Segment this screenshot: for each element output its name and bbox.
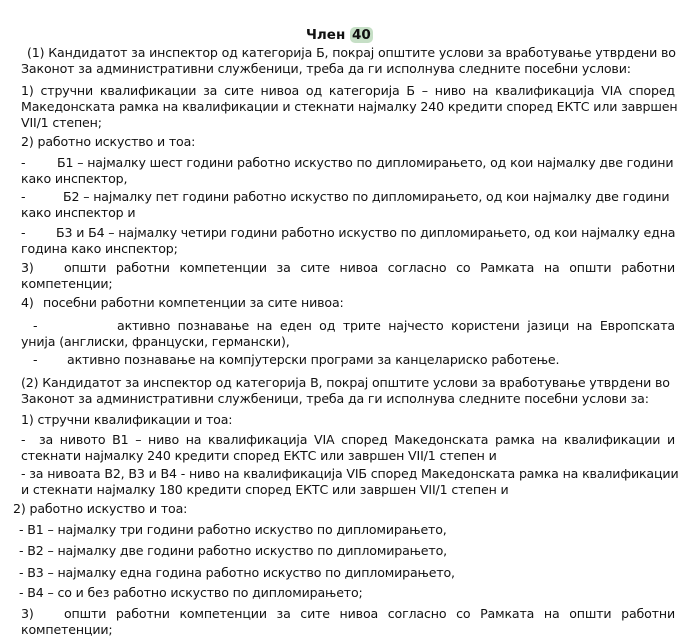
para1-qualifications-line3: VII/1 степен;: [21, 115, 102, 130]
v1-dash: -: [21, 432, 26, 447]
article-label: Член: [306, 27, 346, 43]
para1-special-number: 4): [21, 295, 34, 310]
language-line1: [117, 318, 675, 334]
article-number-highlight: 40: [351, 27, 371, 43]
v2-line2: и стекнати најмалку 180 кредити според ЕКТС или завршен VII/1 степен и: [21, 482, 509, 497]
para1-intro-line1: (1) Кандидатот за инспектор од категорија Б, покрај општите услови за вработување утврдени во: [27, 45, 676, 60]
para2-experience-heading: 2) работно искуство и тоа:: [13, 501, 188, 516]
b1-dash: -: [21, 155, 26, 170]
para1-general-number: 3): [21, 260, 34, 275]
b3-line1: Б3 и Б4 – најмалку четири години работно искуство по дипломирањето, од кои најмалку една: [56, 225, 676, 240]
text: активно познавање на еден од трите најчесто користени јазици на Европската: [117, 318, 675, 333]
para1-general-line2: компетенции;: [21, 276, 113, 291]
text: општи работни компетенции за сите нивоа согласно со Рамката на општи работни: [64, 606, 675, 621]
para2-general-number: 3): [21, 606, 34, 621]
text: општи работни компетенции за сите нивоа согласно со Рамката на општи работни: [64, 260, 675, 275]
para1-qualifications-line2: Македонската рамка на квалификации и стекнати најмалку 240 кредити според ЕКТС или завршен: [21, 99, 678, 114]
v-experience-item-4: - В4 – со и без работно искуство по дипломирањето;: [19, 585, 363, 600]
para1-experience-heading: 2) работно искуство и тоа:: [21, 134, 196, 149]
v2-line1: - за нивоата В2, В3 и В4 - ниво на квалификација VIБ според Македонската рамка на квалификации: [21, 466, 679, 481]
v-experience-item-1: - В1 – најмалку три години работно искуство по дипломирањето,: [19, 522, 447, 537]
b2-dash: -: [21, 189, 26, 204]
b3-dash: -: [21, 225, 26, 240]
b1-line2: како инспектор,: [21, 171, 128, 186]
computer-line1: активно познавање на компјутерски програми за канцелариско работење.: [67, 352, 560, 367]
language-dash: -: [33, 318, 38, 333]
para2-general-line1: [64, 606, 675, 622]
v1-line2: стекнати најмалку 240 кредити според ЕКТС или завршен VII/1 степен и: [21, 448, 497, 463]
article-heading: [306, 26, 373, 44]
v-experience-item-2: - В2 – најмалку две години работно искуство по дипломирањето,: [19, 543, 447, 558]
para1-intro-line2: Законот за административни службеници, треба да ги исполнува следните посебни услови:: [21, 61, 631, 76]
para2-qualifications-heading: 1) стручни квалификации и тоа:: [21, 412, 233, 427]
para2-general-line2: компетенции;: [21, 622, 113, 637]
para1-general-line1: [64, 260, 675, 276]
text: за нивото В1 – ниво на квалификација VIA според Македонската рамка на квалификации и: [39, 432, 675, 447]
para1-special-heading: посебни работни компетенции за сите нивоа:: [43, 295, 344, 310]
v1-line1: [39, 432, 675, 448]
para2-intro-line2: Законот за административни службеници, треба да ги исполнува следните посебни услови за:: [21, 391, 649, 406]
b2-line1: Б2 – најмалку пет години работно искуство по дипломирањето, од кои најмалку две години: [63, 189, 670, 204]
language-line2: унија (англиски, француски, германски),: [21, 334, 290, 349]
text: 1) стручни квалификации за сите нивоа од категорија Б – ниво на квалификација VIA според: [21, 83, 675, 98]
b3-line2: година како инспектор;: [21, 241, 178, 256]
b2-line2: како инспектор и: [21, 205, 136, 220]
v-experience-item-3: - В3 – најмалку една година работно искуство по дипломирањето,: [19, 565, 455, 580]
para1-qualifications-line1: [21, 83, 675, 99]
para2-intro-line1: (2) Кандидатот за инспектор од категорија В, покрај општите услови за вработување утврдени во: [21, 375, 670, 390]
b1-line1: Б1 – најмалку шест години работно искуство по дипломирањето, од кои најмалку две години: [57, 155, 674, 170]
computer-dash: -: [33, 352, 38, 367]
